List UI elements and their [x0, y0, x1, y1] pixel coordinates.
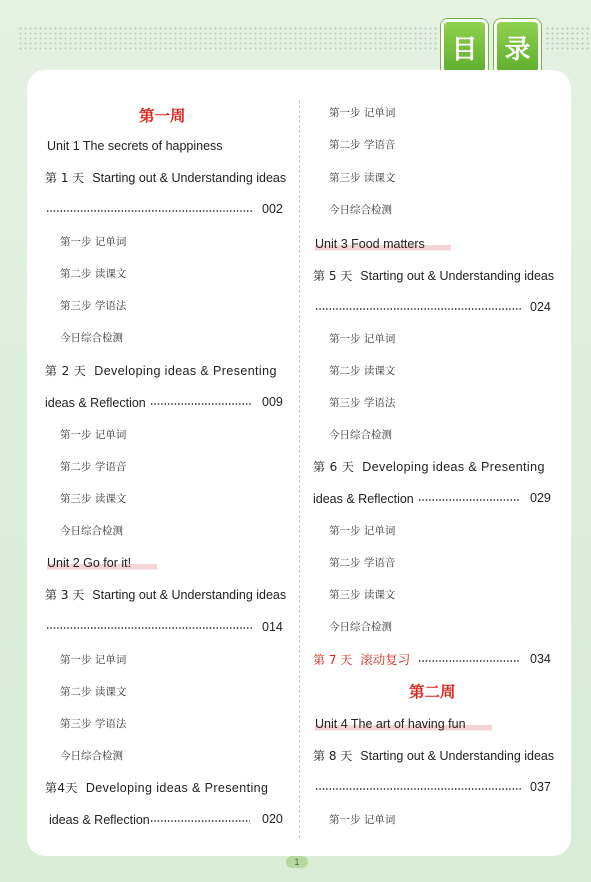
day-number: 第 1 天: [45, 171, 85, 185]
page-number[interactable]: 020: [262, 812, 283, 826]
day-title: Starting out & Understanding ideas: [360, 749, 555, 763]
day-title: Starting out & Understanding ideas: [92, 588, 287, 602]
step-item[interactable]: 第一步 记单词: [329, 333, 396, 345]
step-item[interactable]: 第二步 学语音: [60, 461, 127, 473]
day-entry[interactable]: [45, 587, 286, 603]
unit-title[interactable]: Unit 3 Food matters: [315, 236, 451, 252]
day-title: Starting out & Understanding ideas: [92, 171, 287, 185]
step-item[interactable]: 第三步 读课文: [60, 493, 127, 505]
day-entry[interactable]: [313, 268, 554, 284]
page-number-badge: 1: [286, 856, 308, 868]
dotted-pattern-right: [545, 26, 591, 52]
column-divider: [299, 100, 300, 838]
step-item[interactable]: 第三步 学语法: [60, 300, 127, 312]
page-number[interactable]: 009: [262, 395, 283, 409]
step-item[interactable]: 第一步 记单词: [329, 814, 396, 826]
unit-title[interactable]: Unit 4 The art of having fun: [315, 716, 492, 732]
dotted-pattern-left: [18, 26, 438, 52]
page-number[interactable]: 014: [262, 620, 283, 634]
step-item[interactable]: 第一步 记单词: [60, 654, 127, 666]
day-entry[interactable]: [45, 170, 286, 186]
page-number[interactable]: 034: [530, 652, 551, 666]
day-title: Developing ideas & Presenting: [362, 460, 545, 474]
step-item[interactable]: 今日综合检测: [329, 429, 392, 441]
step-item[interactable]: 第一步 记单词: [329, 525, 396, 537]
step-item[interactable]: 第二步 读课文: [60, 686, 127, 698]
step-item[interactable]: 第一步 记单词: [329, 107, 396, 119]
day-number: 第 2 天: [45, 364, 87, 378]
step-item[interactable]: 今日综合检测: [60, 332, 123, 344]
page-number[interactable]: 029: [530, 491, 551, 505]
day-title: Starting out & Understanding ideas: [360, 269, 555, 283]
day-entry[interactable]: [313, 459, 545, 475]
dot-leader: [150, 403, 252, 405]
step-item[interactable]: 第三步 学语法: [60, 718, 127, 730]
title-char-mu: 目: [441, 19, 488, 75]
dot-leader: [150, 820, 250, 822]
day-title: Developing ideas & Presenting: [94, 364, 277, 378]
step-item[interactable]: 第一步 记单词: [60, 429, 127, 441]
step-item[interactable]: 第二步 读课文: [60, 268, 127, 280]
step-item[interactable]: 第二步 学语音: [329, 139, 396, 151]
unit-title[interactable]: Unit 2 Go for it!: [47, 555, 157, 571]
day-title: 滚动复习: [360, 653, 411, 667]
dot-leader: [315, 308, 521, 310]
week-heading: 第二周: [409, 683, 456, 701]
contents-title-badge: [441, 19, 541, 77]
day-number: 第 3 天: [45, 588, 85, 602]
page-number[interactable]: 024: [530, 300, 551, 314]
step-item[interactable]: 今日综合检测: [60, 525, 123, 537]
step-item[interactable]: 今日综合检测: [60, 750, 123, 762]
dot-leader: [418, 660, 520, 662]
day-number: 第4天: [45, 781, 78, 795]
step-item[interactable]: 第三步 读课文: [329, 589, 396, 601]
dot-leader: [315, 788, 521, 790]
step-item[interactable]: 第二步 读课文: [329, 365, 396, 377]
step-item[interactable]: 第三步 学语法: [329, 397, 396, 409]
day-number: 第 8 天: [313, 749, 353, 763]
day-entry[interactable]: [45, 363, 277, 379]
day-title: Developing ideas & Presenting: [85, 781, 269, 795]
day-number: 第 5 天: [313, 269, 353, 283]
page-number[interactable]: 002: [262, 202, 283, 216]
day-title-continued[interactable]: ideas & Reflection: [313, 492, 414, 506]
day-number: 第 7 天: [313, 653, 353, 667]
step-item[interactable]: 第一步 记单词: [60, 236, 127, 248]
step-item[interactable]: 第二步 学语音: [329, 557, 396, 569]
title-char-lu: 录: [494, 19, 541, 75]
review-day-entry[interactable]: [313, 652, 410, 668]
day-entry[interactable]: [313, 748, 554, 764]
dot-leader: [418, 499, 520, 501]
unit-title[interactable]: Unit 1 The secrets of happiness: [47, 139, 223, 153]
day-number: 第 6 天: [313, 460, 355, 474]
step-item[interactable]: 今日综合检测: [329, 204, 392, 216]
day-entry[interactable]: [45, 780, 268, 796]
day-title-continued[interactable]: ideas & Reflection: [45, 396, 146, 410]
dot-leader: [46, 627, 252, 629]
week-heading: 第一周: [139, 107, 186, 125]
step-item[interactable]: 第三步 读课文: [329, 172, 396, 184]
page-number[interactable]: 037: [530, 780, 551, 794]
dot-leader: [46, 210, 252, 212]
day-title-continued[interactable]: ideas & Reflection: [49, 813, 150, 827]
step-item[interactable]: 今日综合检测: [329, 621, 392, 633]
